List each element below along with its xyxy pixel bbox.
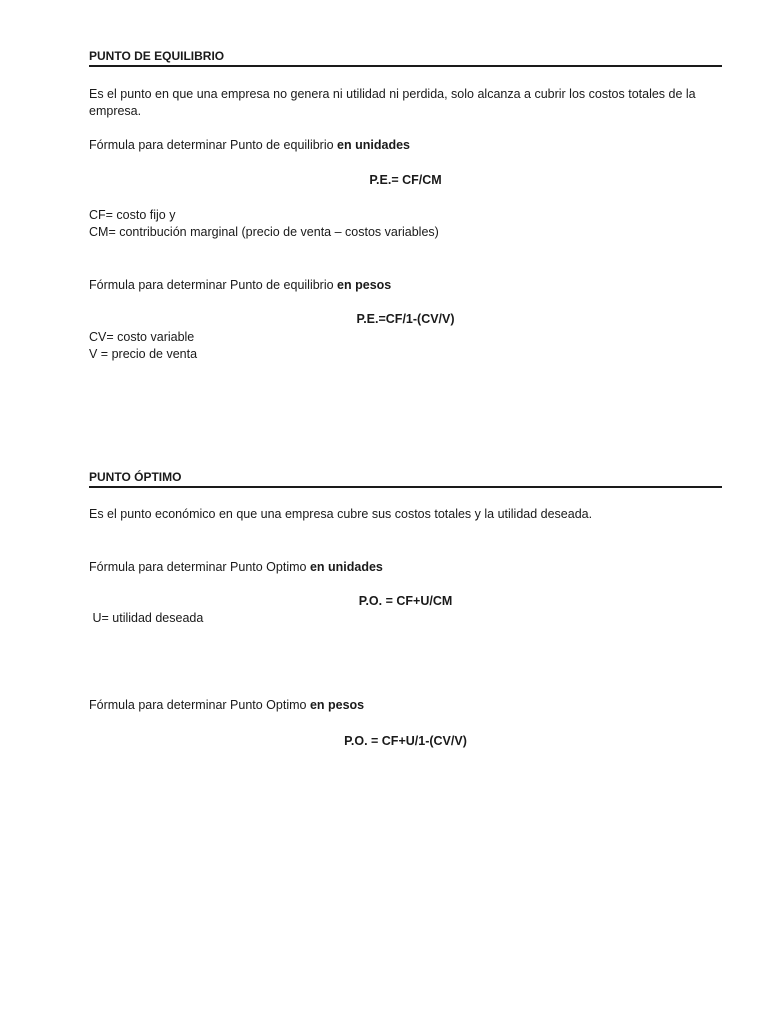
definition-paragraph: Es el punto económico en que una empresa cubre sus costos totales y la utilidad deseada. [89, 507, 593, 521]
heading-underline [89, 65, 722, 67]
definition-paragraph: Es el punto en que una empresa no genera ni utilidad ni perdida, solo alcanza a cubrir los costos totales de la empresa. [89, 87, 696, 118]
formula-intro-text: Fórmula para determinar Punto Optimo [89, 698, 310, 712]
formula-intro-units [89, 559, 383, 576]
formula-intro-pesos [89, 277, 391, 294]
section-heading-punto-equilibrio: PUNTO DE EQUILIBRIO [89, 49, 225, 63]
formula-intro-text: Fórmula para determinar Punto de equilibrio [89, 138, 338, 152]
section-heading-punto-optimo: PUNTO ÓPTIMO [89, 470, 182, 484]
formula-intro-emphasis: en unidades [309, 560, 383, 574]
formula-intro-text: Fórmula para determinar Punto de equilibrio [89, 278, 338, 292]
formula-intro-units [89, 137, 410, 154]
formula-intro-emphasis: en unidades [337, 138, 410, 152]
formula-intro-emphasis: en pesos [309, 698, 365, 712]
formula-intro-text: Fórmula para determinar Punto Optimo [89, 560, 310, 574]
formula-intro-pesos [89, 697, 364, 714]
formula-po-units: P.O. = CF+U/CM [358, 594, 453, 608]
formula-pe-pesos: P.E.=CF/1-(CV/V) [356, 312, 455, 326]
variable-definition-cm: CM= contribución marginal (precio de venta – costos variables) [89, 225, 439, 239]
variable-definition-cv: CV= costo variable [89, 330, 195, 344]
variable-definition-cf: CF= costo fijo y [89, 208, 176, 222]
formula-intro-emphasis: en pesos [337, 278, 392, 292]
variable-definition-v: V = precio de venta [89, 347, 198, 361]
formula-po-pesos: P.O. = CF+U/1-(CV/V) [344, 734, 467, 748]
formula-pe-units: P.E.= CF/CM [369, 173, 442, 187]
variable-definition-u: U= utilidad deseada [89, 611, 204, 625]
heading-underline [89, 486, 722, 488]
